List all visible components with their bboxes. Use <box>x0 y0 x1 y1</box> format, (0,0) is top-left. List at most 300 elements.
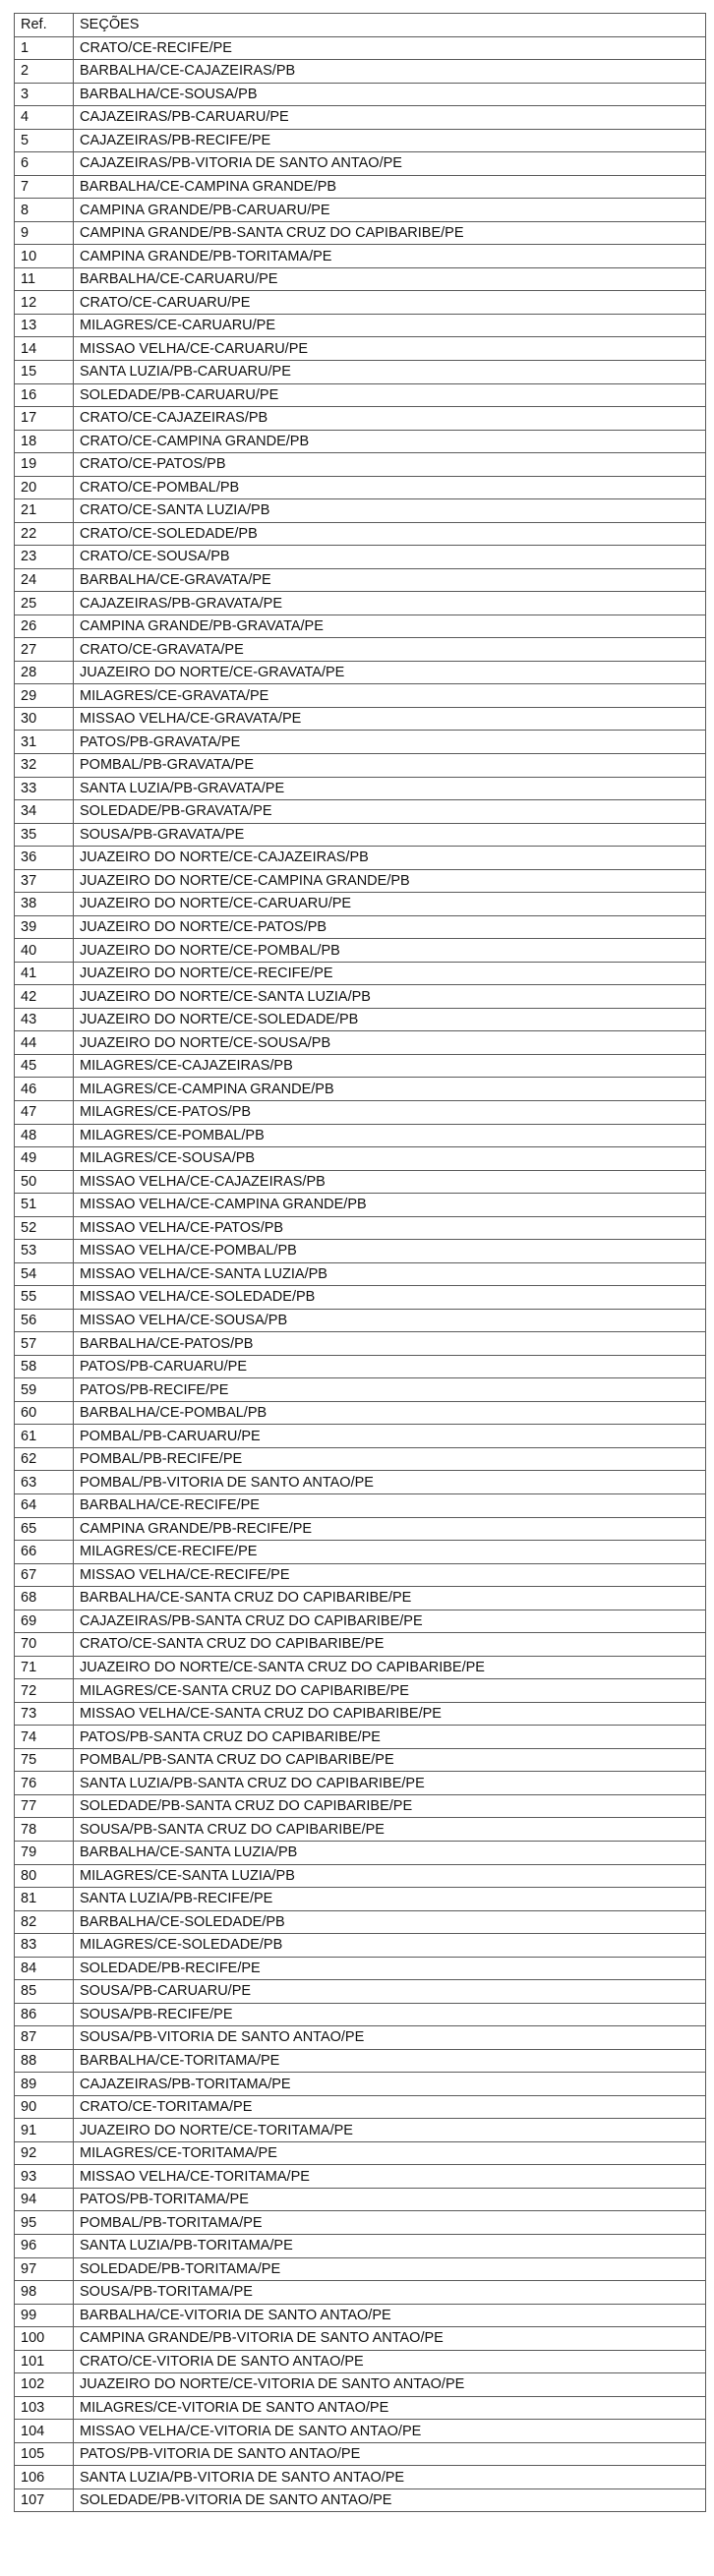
table-row <box>15 1332 706 1356</box>
row-ref: 102 <box>15 2373 74 2397</box>
row-secao: CAMPINA GRANDE/PB-SANTA CRUZ DO CAPIBARIBE/PE <box>74 221 706 245</box>
row-secao: JUAZEIRO DO NORTE/CE-SANTA CRUZ DO CAPIBARIBE/PE <box>74 1656 706 1679</box>
row-secao: MISSAO VELHA/CE-SOLEDADE/PB <box>74 1286 706 1310</box>
table-row <box>15 1309 706 1332</box>
table-row <box>15 522 706 546</box>
row-secao: MILAGRES/CE-PATOS/PB <box>74 1100 706 1124</box>
row-ref: 53 <box>15 1240 74 1263</box>
row-secao: MILAGRES/CE-SANTA LUZIA/PB <box>74 1864 706 1888</box>
row-secao: BARBALHA/CE-SANTA CRUZ DO CAPIBARIBE/PE <box>74 1587 706 1610</box>
row-secao: JUAZEIRO DO NORTE/CE-GRAVATA/PE <box>74 661 706 684</box>
row-secao: SOUSA/PB-SANTA CRUZ DO CAPIBARIBE/PE <box>74 1818 706 1842</box>
row-ref: 86 <box>15 2003 74 2026</box>
table-row <box>15 939 706 963</box>
table-row <box>15 129 706 152</box>
table-row <box>15 337 706 361</box>
table-row <box>15 2119 706 2142</box>
row-secao: CAJAZEIRAS/PB-VITORIA DE SANTO ANTAO/PE <box>74 152 706 176</box>
row-ref: 6 <box>15 152 74 176</box>
table-row <box>15 1378 706 1402</box>
row-secao: CAJAZEIRAS/PB-CARUARU/PE <box>74 106 706 130</box>
row-secao: CRATO/CE-SOLEDADE/PB <box>74 522 706 546</box>
table-row <box>15 1980 706 2004</box>
row-secao: JUAZEIRO DO NORTE/CE-SOLEDADE/PB <box>74 1008 706 1031</box>
table-row <box>15 1726 706 1749</box>
table-row <box>15 267 706 291</box>
table-row <box>15 592 706 615</box>
row-secao: MISSAO VELHA/CE-CAMPINA GRANDE/PB <box>74 1194 706 1217</box>
row-ref: 107 <box>15 2488 74 2512</box>
row-secao: CAMPINA GRANDE/PB-RECIFE/PE <box>74 1517 706 1541</box>
row-ref: 10 <box>15 245 74 268</box>
table-row <box>15 962 706 985</box>
row-secao: MILAGRES/CE-SANTA CRUZ DO CAPIBARIBE/PE <box>74 1679 706 1703</box>
table-row <box>15 60 706 84</box>
table-row <box>15 1147 706 1171</box>
row-ref: 38 <box>15 893 74 916</box>
table-row <box>15 1702 706 1726</box>
row-ref: 52 <box>15 1216 74 1240</box>
row-ref: 61 <box>15 1425 74 1448</box>
row-ref: 95 <box>15 2211 74 2235</box>
row-secao: MISSAO VELHA/CE-GRAVATA/PE <box>74 707 706 731</box>
row-secao: PATOS/PB-CARUARU/PE <box>74 1355 706 1378</box>
table-row <box>15 1957 706 1980</box>
row-ref: 68 <box>15 1587 74 1610</box>
row-ref: 83 <box>15 1934 74 1958</box>
table-row <box>15 2049 706 2073</box>
row-ref: 80 <box>15 1864 74 1888</box>
table-row <box>15 2281 706 2305</box>
header-secoes: SEÇÕES <box>74 14 706 37</box>
row-secao: JUAZEIRO DO NORTE/CE-CAMPINA GRANDE/PB <box>74 869 706 893</box>
row-secao: SANTA LUZIA/PB-SANTA CRUZ DO CAPIBARIBE/PE <box>74 1772 706 1795</box>
row-secao: BARBALHA/CE-POMBAL/PB <box>74 1401 706 1425</box>
row-ref: 22 <box>15 522 74 546</box>
table-row <box>15 1679 706 1703</box>
table-row <box>15 1748 706 1772</box>
row-secao: SOUSA/PB-VITORIA DE SANTO ANTAO/PE <box>74 2026 706 2050</box>
row-ref: 92 <box>15 2141 74 2165</box>
row-ref: 14 <box>15 337 74 361</box>
table-row <box>15 152 706 176</box>
row-secao: CAJAZEIRAS/PB-RECIFE/PE <box>74 129 706 152</box>
row-secao: BARBALHA/CE-VITORIA DE SANTO ANTAO/PE <box>74 2304 706 2327</box>
table-row <box>15 430 706 453</box>
row-ref: 9 <box>15 221 74 245</box>
row-secao: JUAZEIRO DO NORTE/CE-VITORIA DE SANTO ANTAO/PE <box>74 2373 706 2397</box>
row-secao: MISSAO VELHA/CE-CAJAZEIRAS/PB <box>74 1170 706 1194</box>
row-secao: JUAZEIRO DO NORTE/CE-SANTA LUZIA/PB <box>74 985 706 1009</box>
row-secao: POMBAL/PB-SANTA CRUZ DO CAPIBARIBE/PE <box>74 1748 706 1772</box>
row-secao: JUAZEIRO DO NORTE/CE-SOUSA/PB <box>74 1031 706 1055</box>
table-row <box>15 1425 706 1448</box>
row-secao: SOLEDADE/PB-RECIFE/PE <box>74 1957 706 1980</box>
row-ref: 42 <box>15 985 74 1009</box>
table-row <box>15 2466 706 2489</box>
row-secao: SOUSA/PB-GRAVATA/PE <box>74 823 706 847</box>
row-secao: MILAGRES/CE-CAMPINA GRANDE/PB <box>74 1078 706 1101</box>
row-ref: 94 <box>15 2188 74 2211</box>
row-secao: SANTA LUZIA/PB-RECIFE/PE <box>74 1888 706 1911</box>
table-row <box>15 707 706 731</box>
row-ref: 60 <box>15 1401 74 1425</box>
row-ref: 81 <box>15 1888 74 1911</box>
row-ref: 23 <box>15 546 74 569</box>
row-ref: 17 <box>15 407 74 431</box>
row-ref: 88 <box>15 2049 74 2073</box>
row-secao: BARBALHA/CE-CARUARU/PE <box>74 267 706 291</box>
row-secao: POMBAL/PB-CARUARU/PE <box>74 1425 706 1448</box>
table-row <box>15 106 706 130</box>
row-ref: 50 <box>15 1170 74 1194</box>
table-header-row <box>15 14 706 37</box>
row-secao: BARBALHA/CE-GRAVATA/PE <box>74 568 706 592</box>
row-ref: 26 <box>15 615 74 638</box>
row-secao: MISSAO VELHA/CE-CARUARU/PE <box>74 337 706 361</box>
row-secao: CAMPINA GRANDE/PB-CARUARU/PE <box>74 199 706 222</box>
table-row <box>15 1656 706 1679</box>
table-row <box>15 869 706 893</box>
row-ref: 29 <box>15 684 74 708</box>
row-ref: 39 <box>15 915 74 939</box>
table-row <box>15 1841 706 1864</box>
table-row <box>15 731 706 754</box>
table-row <box>15 1286 706 1310</box>
row-secao: CRATO/CE-TORITAMA/PE <box>74 2095 706 2119</box>
row-secao: MILAGRES/CE-POMBAL/PB <box>74 1124 706 1147</box>
row-ref: 73 <box>15 1702 74 1726</box>
row-ref: 67 <box>15 1563 74 1587</box>
row-ref: 36 <box>15 847 74 870</box>
row-ref: 8 <box>15 199 74 222</box>
row-ref: 57 <box>15 1332 74 1356</box>
row-secao: SOLEDADE/PB-GRAVATA/PE <box>74 800 706 824</box>
row-secao: JUAZEIRO DO NORTE/CE-TORITAMA/PE <box>74 2119 706 2142</box>
row-ref: 54 <box>15 1262 74 1286</box>
row-ref: 20 <box>15 476 74 499</box>
row-secao: SOLEDADE/PB-CARUARU/PE <box>74 383 706 407</box>
secoes-table <box>14 13 706 2512</box>
table-row <box>15 2165 706 2189</box>
row-ref: 100 <box>15 2327 74 2351</box>
row-secao: MILAGRES/CE-RECIFE/PE <box>74 1541 706 1564</box>
table-row <box>15 1541 706 1564</box>
table-row <box>15 2304 706 2327</box>
row-ref: 34 <box>15 800 74 824</box>
row-secao: CRATO/CE-POMBAL/PB <box>74 476 706 499</box>
row-ref: 43 <box>15 1008 74 1031</box>
row-secao: MILAGRES/CE-VITORIA DE SANTO ANTAO/PE <box>74 2396 706 2420</box>
row-ref: 13 <box>15 314 74 337</box>
row-secao: CAJAZEIRAS/PB-GRAVATA/PE <box>74 592 706 615</box>
table-row <box>15 1818 706 1842</box>
table-row <box>15 1124 706 1147</box>
table-row <box>15 1031 706 1055</box>
row-ref: 91 <box>15 2119 74 2142</box>
row-ref: 75 <box>15 1748 74 1772</box>
row-ref: 89 <box>15 2073 74 2096</box>
table-row <box>15 1240 706 1263</box>
row-secao: MILAGRES/CE-TORITAMA/PE <box>74 2141 706 2165</box>
row-secao: CRATO/CE-SANTA CRUZ DO CAPIBARIBE/PE <box>74 1633 706 1657</box>
row-secao: BARBALHA/CE-RECIFE/PE <box>74 1494 706 1518</box>
table-row <box>15 2488 706 2512</box>
row-ref: 74 <box>15 1726 74 1749</box>
table-row <box>15 1194 706 1217</box>
row-ref: 2 <box>15 60 74 84</box>
row-ref: 59 <box>15 1378 74 1402</box>
table-row <box>15 1216 706 1240</box>
table-row <box>15 1910 706 1934</box>
row-secao: CRATO/CE-CARUARU/PE <box>74 291 706 315</box>
table-row <box>15 1563 706 1587</box>
table-row <box>15 1633 706 1657</box>
row-ref: 70 <box>15 1633 74 1657</box>
table-row <box>15 2188 706 2211</box>
row-secao: PATOS/PB-GRAVATA/PE <box>74 731 706 754</box>
row-secao: CAJAZEIRAS/PB-TORITAMA/PE <box>74 2073 706 2096</box>
row-secao: CRATO/CE-RECIFE/PE <box>74 36 706 60</box>
table-row <box>15 615 706 638</box>
row-secao: POMBAL/PB-GRAVATA/PE <box>74 754 706 778</box>
row-ref: 76 <box>15 1772 74 1795</box>
row-ref: 33 <box>15 777 74 800</box>
row-ref: 15 <box>15 360 74 383</box>
row-secao: MILAGRES/CE-SOUSA/PB <box>74 1147 706 1171</box>
table-row <box>15 360 706 383</box>
row-secao: CRATO/CE-SOUSA/PB <box>74 546 706 569</box>
row-ref: 58 <box>15 1355 74 1378</box>
table-row <box>15 499 706 523</box>
table-row <box>15 1587 706 1610</box>
table-row <box>15 1008 706 1031</box>
row-ref: 72 <box>15 1679 74 1703</box>
row-secao: CRATO/CE-GRAVATA/PE <box>74 638 706 662</box>
row-secao: JUAZEIRO DO NORTE/CE-CAJAZEIRAS/PB <box>74 847 706 870</box>
row-ref: 1 <box>15 36 74 60</box>
row-secao: PATOS/PB-TORITAMA/PE <box>74 2188 706 2211</box>
table-row <box>15 1078 706 1101</box>
table-body <box>15 14 706 2512</box>
table-row <box>15 383 706 407</box>
table-row <box>15 661 706 684</box>
row-secao: MISSAO VELHA/CE-SANTA LUZIA/PB <box>74 1262 706 1286</box>
table-row <box>15 2003 706 2026</box>
row-ref: 41 <box>15 962 74 985</box>
row-ref: 93 <box>15 2165 74 2189</box>
table-row <box>15 314 706 337</box>
row-ref: 62 <box>15 1447 74 1471</box>
row-secao: CRATO/CE-VITORIA DE SANTO ANTAO/PE <box>74 2350 706 2373</box>
row-ref: 79 <box>15 1841 74 1864</box>
row-ref: 85 <box>15 1980 74 2004</box>
row-ref: 87 <box>15 2026 74 2050</box>
table-row <box>15 2350 706 2373</box>
table-row <box>15 2073 706 2096</box>
table-row <box>15 2396 706 2420</box>
table-row <box>15 1494 706 1518</box>
row-ref: 96 <box>15 2235 74 2258</box>
table-row <box>15 2141 706 2165</box>
table-row <box>15 36 706 60</box>
row-secao: JUAZEIRO DO NORTE/CE-RECIFE/PE <box>74 962 706 985</box>
table-row <box>15 1054 706 1078</box>
row-secao: PATOS/PB-RECIFE/PE <box>74 1378 706 1402</box>
row-secao: CAMPINA GRANDE/PB-GRAVATA/PE <box>74 615 706 638</box>
row-secao: CAMPINA GRANDE/PB-VITORIA DE SANTO ANTAO/PE <box>74 2327 706 2351</box>
row-secao: PATOS/PB-SANTA CRUZ DO CAPIBARIBE/PE <box>74 1726 706 1749</box>
table-row <box>15 221 706 245</box>
table-row <box>15 2327 706 2351</box>
table-row <box>15 638 706 662</box>
table-row <box>15 453 706 477</box>
row-secao: POMBAL/PB-VITORIA DE SANTO ANTAO/PE <box>74 1471 706 1494</box>
table-row <box>15 291 706 315</box>
row-secao: BARBALHA/CE-PATOS/PB <box>74 1332 706 1356</box>
row-secao: SOLEDADE/PB-SANTA CRUZ DO CAPIBARIBE/PE <box>74 1794 706 1818</box>
row-secao: SOUSA/PB-CARUARU/PE <box>74 1980 706 2004</box>
table-row <box>15 1610 706 1633</box>
table-row <box>15 1794 706 1818</box>
row-secao: CRATO/CE-PATOS/PB <box>74 453 706 477</box>
row-ref: 28 <box>15 661 74 684</box>
row-secao: POMBAL/PB-RECIFE/PE <box>74 1447 706 1471</box>
row-ref: 97 <box>15 2257 74 2281</box>
row-secao: MISSAO VELHA/CE-TORITAMA/PE <box>74 2165 706 2189</box>
table-row <box>15 1355 706 1378</box>
table-row <box>15 199 706 222</box>
table-row <box>15 1262 706 1286</box>
row-ref: 37 <box>15 869 74 893</box>
row-ref: 7 <box>15 175 74 199</box>
row-ref: 64 <box>15 1494 74 1518</box>
row-secao: SANTA LUZIA/PB-VITORIA DE SANTO ANTAO/PE <box>74 2466 706 2489</box>
table-row <box>15 476 706 499</box>
table-row <box>15 1447 706 1471</box>
table-row <box>15 2026 706 2050</box>
row-ref: 51 <box>15 1194 74 1217</box>
row-secao: BARBALHA/CE-SANTA LUZIA/PB <box>74 1841 706 1864</box>
table-row <box>15 1517 706 1541</box>
row-secao: JUAZEIRO DO NORTE/CE-CARUARU/PE <box>74 893 706 916</box>
table-row <box>15 2211 706 2235</box>
row-secao: CRATO/CE-CAMPINA GRANDE/PB <box>74 430 706 453</box>
row-secao: MISSAO VELHA/CE-VITORIA DE SANTO ANTAO/PE <box>74 2420 706 2443</box>
row-ref: 3 <box>15 83 74 106</box>
row-secao: MISSAO VELHA/CE-SANTA CRUZ DO CAPIBARIBE/PE <box>74 1702 706 1726</box>
table-row <box>15 777 706 800</box>
row-secao: MILAGRES/CE-CARUARU/PE <box>74 314 706 337</box>
row-ref: 78 <box>15 1818 74 1842</box>
table-row <box>15 823 706 847</box>
table-row <box>15 1471 706 1494</box>
table-row <box>15 915 706 939</box>
table-row <box>15 893 706 916</box>
row-secao: BARBALHA/CE-CAJAZEIRAS/PB <box>74 60 706 84</box>
row-secao: CAJAZEIRAS/PB-SANTA CRUZ DO CAPIBARIBE/PE <box>74 1610 706 1633</box>
row-secao: CRATO/CE-SANTA LUZIA/PB <box>74 499 706 523</box>
table-row <box>15 2095 706 2119</box>
row-ref: 66 <box>15 1541 74 1564</box>
row-secao: SOUSA/PB-RECIFE/PE <box>74 2003 706 2026</box>
table-row <box>15 1934 706 1958</box>
row-ref: 106 <box>15 2466 74 2489</box>
row-secao: MISSAO VELHA/CE-POMBAL/PB <box>74 1240 706 1263</box>
table-row <box>15 1100 706 1124</box>
row-secao: CAMPINA GRANDE/PB-TORITAMA/PE <box>74 245 706 268</box>
table-row <box>15 2442 706 2466</box>
table-row <box>15 546 706 569</box>
row-ref: 5 <box>15 129 74 152</box>
row-ref: 99 <box>15 2304 74 2327</box>
row-secao: MISSAO VELHA/CE-RECIFE/PE <box>74 1563 706 1587</box>
row-ref: 47 <box>15 1100 74 1124</box>
row-ref: 19 <box>15 453 74 477</box>
row-ref: 65 <box>15 1517 74 1541</box>
row-ref: 82 <box>15 1910 74 1934</box>
table-row <box>15 2373 706 2397</box>
table-row <box>15 847 706 870</box>
row-ref: 90 <box>15 2095 74 2119</box>
row-secao: BARBALHA/CE-TORITAMA/PE <box>74 2049 706 2073</box>
row-ref: 44 <box>15 1031 74 1055</box>
row-ref: 105 <box>15 2442 74 2466</box>
row-ref: 18 <box>15 430 74 453</box>
row-ref: 32 <box>15 754 74 778</box>
row-ref: 24 <box>15 568 74 592</box>
row-ref: 21 <box>15 499 74 523</box>
row-ref: 16 <box>15 383 74 407</box>
row-ref: 48 <box>15 1124 74 1147</box>
row-secao: PATOS/PB-VITORIA DE SANTO ANTAO/PE <box>74 2442 706 2466</box>
row-secao: SANTA LUZIA/PB-TORITAMA/PE <box>74 2235 706 2258</box>
row-ref: 84 <box>15 1957 74 1980</box>
row-secao: BARBALHA/CE-SOUSA/PB <box>74 83 706 106</box>
row-ref: 46 <box>15 1078 74 1101</box>
table-row <box>15 754 706 778</box>
row-ref: 103 <box>15 2396 74 2420</box>
table-row <box>15 175 706 199</box>
row-ref: 12 <box>15 291 74 315</box>
row-ref: 40 <box>15 939 74 963</box>
row-ref: 27 <box>15 638 74 662</box>
table-row <box>15 684 706 708</box>
row-secao: POMBAL/PB-TORITAMA/PE <box>74 2211 706 2235</box>
table-row <box>15 800 706 824</box>
row-secao: MILAGRES/CE-SOLEDADE/PB <box>74 1934 706 1958</box>
row-ref: 101 <box>15 2350 74 2373</box>
row-ref: 49 <box>15 1147 74 1171</box>
table-row <box>15 1864 706 1888</box>
table-row <box>15 1170 706 1194</box>
table-row <box>15 2235 706 2258</box>
row-secao: MISSAO VELHA/CE-SOUSA/PB <box>74 1309 706 1332</box>
table-row <box>15 1401 706 1425</box>
row-secao: MILAGRES/CE-CAJAZEIRAS/PB <box>74 1054 706 1078</box>
row-secao: SANTA LUZIA/PB-GRAVATA/PE <box>74 777 706 800</box>
row-secao: MISSAO VELHA/CE-PATOS/PB <box>74 1216 706 1240</box>
row-ref: 77 <box>15 1794 74 1818</box>
row-secao: SOUSA/PB-TORITAMA/PE <box>74 2281 706 2305</box>
row-ref: 25 <box>15 592 74 615</box>
table-row <box>15 83 706 106</box>
row-secao: SOLEDADE/PB-TORITAMA/PE <box>74 2257 706 2281</box>
row-ref: 55 <box>15 1286 74 1310</box>
row-ref: 69 <box>15 1610 74 1633</box>
table-row <box>15 245 706 268</box>
table-row <box>15 1888 706 1911</box>
